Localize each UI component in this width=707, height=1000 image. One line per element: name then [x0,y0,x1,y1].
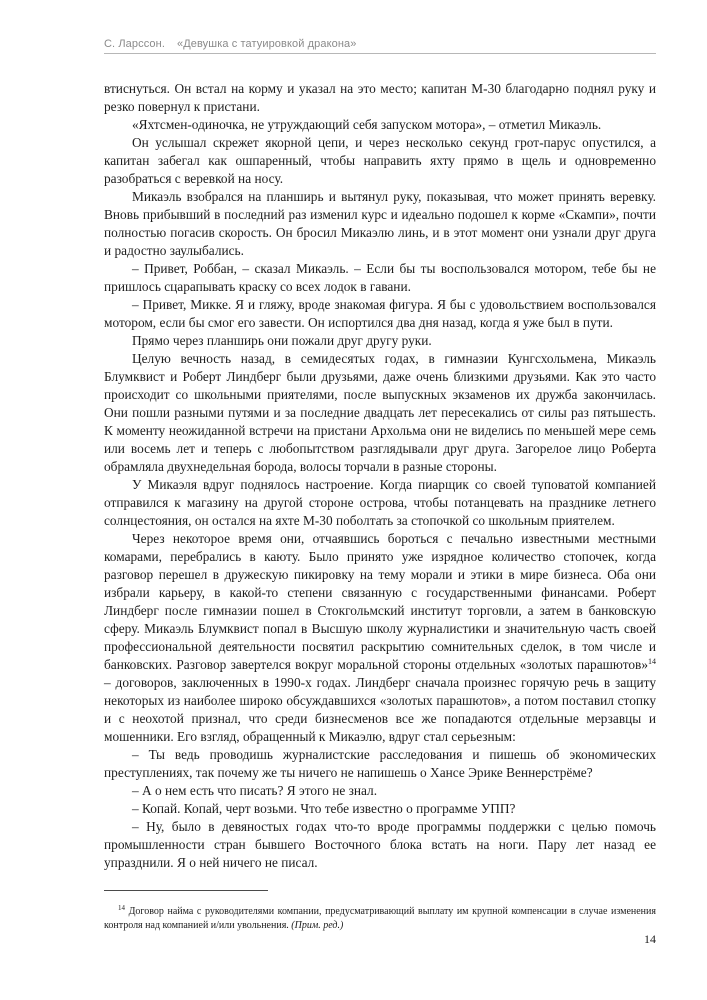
paragraph: Он услышал скрежет якорной цепи, и через несколько секунд грот-парус опустился, а капитан забегал как ошпаренный, чтобы направить яхту прямо в щель и одновременно разобраться с веревкой на носу. [104,135,656,186]
footnote-marker: 14 [118,904,125,912]
header-divider [104,53,656,54]
paragraph: – Привет, Роббан, – сказал Микаэль. – Если бы ты воспользовался мотором, тебе бы не пришлось сцарапывать краску со всех лодок в гавани. [104,261,656,294]
paragraph: – Привет, Микке. Я и гляжу, вроде знакомая фигура. Я бы с удовольствием воспользовался мотором, если бы смог его завести. Он испортился два дня назад, когда я уже был в пути. [104,297,656,330]
paragraph: У Микаэля вдруг поднялось настроение. Когда пиарщик со своей туповатой компанией отправился к магазину на другой стороне острова, чтобы потанцевать на празднике летнего солнцестояния, он остался на яхте М-30 поболтать за стопочкой со школьным приятелем. [104,477,656,528]
paragraph: Прямо через планширь они пожали друг другу руки. [132,333,432,348]
header-book-title: «Девушка с татуировкой дракона» [176,38,357,50]
paragraph: втиснуться. Он встал на корму и указал на это место; капитан М-30 благодарно поднял руку и резко повернул к пристани. [104,81,656,114]
paragraph: – Ну, было в девяностых годах что-то вроде программы поддержки с целью помочь промышленности стран бывшего Восточного блока встать на ноги. Пару лет назад ее упразднили. Я о ней ничего не писал. [104,819,656,870]
paragraph: – А о нем есть что писать? Я этого не знал. [132,783,378,798]
running-header [104,38,656,50]
paragraph-text: – договоров, заключенных в 1990-х годах. Линдберг сначала произнес горячую речь в защиту некоторых из наиболее широко обсуждавшихся «золотых парашютов», а потом поставил стопку и с неохотой признал, что среди бизнесменов все же попадаются отдельные мерзавцы и мошенники. Его взгляд, обращенный к Микаэлю, вдруг стал серьезным: [104,675,656,744]
paragraph: – Ты ведь проводишь журналистские расследования и пишешь об экономических преступлениях, так почему же ты ничего не напишешь о Хансе Эрике Веннерстрёме? [104,747,656,780]
paragraph-with-footnote-ref [104,530,656,746]
page-number: 14 [644,932,656,946]
main-text [104,80,656,872]
footnote-editor-note: (Прим. ред.) [291,920,344,931]
footnote-text: Договор найма с руководителями компании, предусматривающий выплату им крупной компенсации в случае изменения контроля над компанией и/или увольнения. [104,906,656,931]
paragraph-text: Через некоторое время они, отчаявшись бороться с печально известными местными комарами, перебрались в каюту. Было принято уже изрядное количество стопочек, когда разговор перешел в дружескую пикировку на тему морали и этики в мире бизнеса. Оба они избрали карьеру, в какой-то степени связанную с государственными финансами. Роберт Линдберг после гимназии пошел в Стокгольмский институт торговли, а затем в банковскую сферу. Микаэль Блумквист попал в Высшую школу журналистики и значительную часть своей профессиональной деятельности посвятил раскрытию сомнительных сделок, в том числе и банковских. Разговор завертелся вокруг моральной стороны отдельных «золотых парашютов» [104,531,656,672]
footnote-ref: 14 [648,657,656,666]
paragraph: Микаэль взобрался на планширь и вытянул руку, показывая, что может принять веревку. Вновь прибывший в последний раз изменил курс и идеально подошел к корме «Скампи», почти полностью погасив скорость. Он бросил Микаэлю линь, и в этот момент они узнали друг друга и радостно заулыбались. [104,189,656,258]
footnote [104,905,656,933]
header-author: С. Ларссон. [104,38,165,50]
footnote-divider [104,890,268,891]
paragraph: – Копай. Копай, черт возьми. Что тебе известно о программе УПП? [132,801,516,816]
paragraph: «Яхтсмен-одиночка, не утруждающий себя запуском мотора», – отметил Микаэль. [132,117,602,132]
paragraph: Целую вечность назад, в семидесятых годах, в гимназии Кунгсхольмена, Микаэль Блумквист и Роберт Линдберг были друзьями, даже очень близкими друзьями. Как это часто происходит со школьными приятелями, после выпускных экзаменов их дружба закончилась. Они пошли разными путями и за последние двадцать лет пересекались от силы раз пятьшесть. К моменту неожиданной встречи на пристани Архольма они не виделись по меньшей мере семь или восемь лет и теперь с любопытством разглядывали друг друга. Загорелое лицо Роберта обрамляла двухнедельная борода, волосы торчали в разные стороны. [104,351,656,474]
